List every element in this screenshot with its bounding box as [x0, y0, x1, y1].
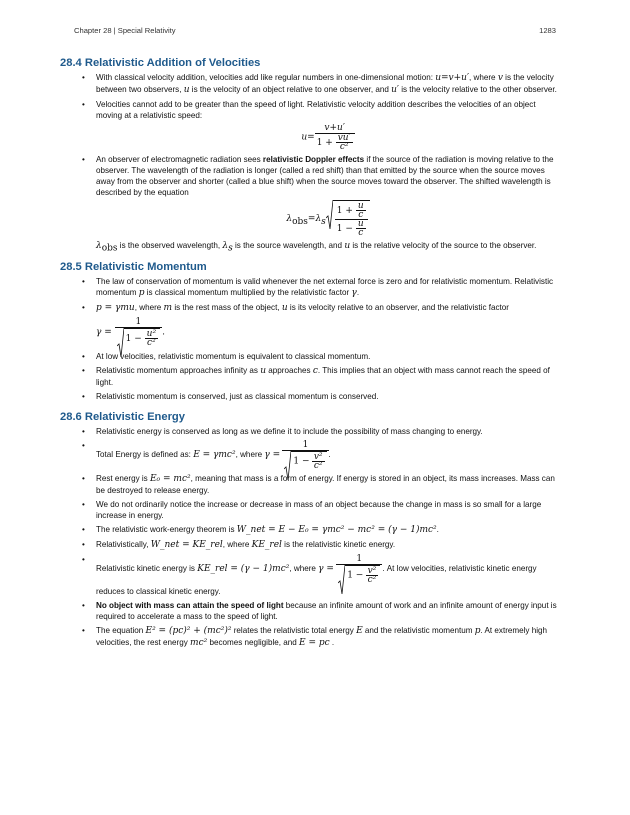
inner-numerator: v²	[313, 452, 323, 462]
inner-denominator: c²	[339, 142, 349, 152]
page-number: 1283	[539, 26, 556, 35]
list-item	[60, 499, 560, 521]
text: reduces to classical kinetic energy.	[96, 587, 221, 596]
eq: =λ	[307, 214, 322, 224]
sqrt	[117, 328, 160, 347]
denominator	[115, 328, 162, 347]
text: Rest energy is	[96, 474, 148, 483]
inner-fraction	[356, 220, 366, 237]
fraction	[336, 554, 382, 584]
text: . At low velocities, relativistic kinetic energy	[382, 564, 537, 574]
list-item	[60, 72, 560, 96]
text: . At extremely high velocities, the rest energy	[96, 626, 548, 647]
ke-symbol: KE_rel	[251, 540, 282, 550]
text: and the relativistic momentum	[364, 626, 473, 635]
text: is the relativistic kinetic energy.	[284, 540, 396, 549]
inner-numerator: vu′	[337, 133, 351, 143]
symbol-p: p	[138, 288, 145, 298]
den-text: 1 +	[316, 138, 333, 148]
page-header	[74, 26, 556, 38]
radicand	[124, 328, 160, 347]
radicand	[333, 200, 370, 237]
text: is the observed wavelength,	[119, 241, 221, 250]
text: is its velocity relative to an observer, and the relativistic factor	[289, 303, 509, 312]
symbol-m: m	[163, 303, 173, 313]
list-item	[60, 554, 560, 597]
radical-icon	[326, 200, 333, 230]
u: u	[357, 219, 364, 229]
numerator: v+u′	[315, 123, 355, 134]
numerator: 1	[115, 317, 162, 328]
text: is the relative velocity of the source to the observer.	[352, 241, 537, 250]
text: The equation	[96, 626, 144, 635]
list-item	[60, 600, 560, 622]
c: c	[358, 228, 364, 238]
text: .	[162, 327, 165, 338]
text: At low velocities, relativistic momentum is equivalent to classical momentum.	[96, 352, 371, 361]
sqrt	[326, 200, 370, 237]
list-item	[60, 351, 560, 362]
sub: s	[321, 216, 326, 227]
velocity-addition-equation	[96, 123, 560, 151]
text: , where	[289, 564, 316, 574]
radical-icon	[338, 565, 345, 595]
symbol-u: u	[281, 303, 288, 313]
text: is the velocity of an object relative to one observer, and	[191, 85, 389, 94]
inner-fraction	[356, 202, 366, 219]
text: is the rest mass of the object,	[174, 303, 280, 312]
section-28-5-list	[60, 276, 560, 314]
formula: u=v+u′	[435, 73, 470, 83]
text: is the source wavelength, and	[234, 241, 343, 250]
text: approaches	[268, 366, 311, 375]
text: Total Energy is defined as:	[96, 450, 191, 460]
list-item	[60, 391, 560, 402]
lambda: λ	[222, 241, 229, 251]
page-content	[60, 56, 560, 652]
radicand-text: 1 −	[293, 456, 310, 467]
chapter-title: Chapter 28 | Special Relativity	[74, 26, 176, 35]
text: An observer of electromagnetic radiation sees	[96, 155, 263, 164]
text: We do not ordinarily notice the increase or decrease in mass of an object because the change in mass is so small for a large increase in energy.	[96, 500, 542, 520]
text: because an infinite amount of work and an infinite amount of energy input is required to accelerate a mass to the speed of light.	[96, 601, 557, 621]
inner-denominator: c²	[367, 575, 377, 585]
text: relates the relativistic total energy	[233, 626, 354, 635]
gamma-lhs: γ =	[318, 564, 334, 575]
section-28-6-list	[60, 426, 560, 649]
doppler-explanation	[60, 240, 560, 252]
text: , where	[134, 303, 162, 312]
list-item	[60, 426, 560, 437]
rest-energy-formula: E₀ = mc²	[149, 474, 191, 484]
radicand	[291, 451, 326, 470]
radicand-text: 1 −	[125, 334, 142, 344]
text: With classical velocity addition, velocities add like regular numbers in one-dimensional motion:	[96, 73, 433, 82]
u: u	[357, 201, 364, 211]
text: Relativistic kinetic energy is	[96, 564, 195, 574]
text: , where	[235, 450, 263, 460]
inner-fraction	[145, 330, 158, 347]
text: Relativistically,	[96, 540, 149, 549]
section-28-4-list	[60, 72, 560, 237]
text: .	[436, 525, 439, 534]
numerator: 1	[282, 440, 328, 451]
radicand	[345, 565, 380, 584]
section-title-28-6: 28.6 Relativistic Energy	[60, 411, 185, 423]
text: Relativistic momentum is conserved, just as classical momentum is conserved.	[96, 392, 379, 401]
numerator	[335, 202, 368, 220]
radicand-text: 1 −	[347, 570, 364, 581]
symbol-gamma: γ	[351, 288, 357, 298]
lambda: λ	[286, 214, 293, 224]
text: , where	[469, 73, 496, 82]
list-item	[60, 625, 560, 649]
symbol-E: E	[356, 626, 363, 636]
symbol-v: v	[497, 73, 503, 83]
fraction	[315, 123, 355, 151]
fraction	[282, 440, 328, 470]
text: if the source of the radiation is moving relative to the observer. The wavelength of the radiation is longer (called a red shift) than that emitted by the source when the source moves away from the observer and shorter (called a blue shift) when the source moves toward the observer. The shifted wavelength is described by the equation	[96, 155, 554, 197]
work-ke-formula: W_net = KE_rel	[150, 540, 223, 550]
list-item	[60, 154, 560, 237]
work-energy-formula: W_net = E − E₀ = γmc² − mc² = (γ − 1)mc²	[236, 525, 437, 535]
symbol-u: u	[183, 85, 190, 95]
text: , meaning that mass is a form of energy. If energy is stored in an object, its mass increases. Mass can be destroyed to release energy.	[96, 474, 555, 495]
text: The relativistic work-energy theorem is	[96, 525, 235, 534]
fraction	[335, 202, 368, 237]
list-item	[60, 99, 560, 151]
numerator: 1	[336, 554, 382, 565]
formula-e-pc: E = pc	[299, 638, 330, 648]
denominator	[335, 220, 368, 237]
text: .	[331, 638, 335, 647]
denominator	[282, 451, 328, 470]
text: Relativistic momentum approaches infinity as	[96, 366, 258, 375]
list-item	[60, 276, 560, 299]
text: , where	[222, 540, 250, 549]
text: .	[356, 288, 360, 297]
text: The law of conservation of momentum is valid whenever the net external force is zero and for relativistic momentum. Relativistic momentum	[96, 277, 554, 297]
doppler-equation	[96, 200, 560, 237]
sub: obs	[101, 243, 118, 254]
denominator	[315, 134, 355, 151]
sqrt	[284, 451, 326, 470]
list-item	[60, 302, 560, 314]
section-title-28-4: 28.4 Relativistic Addition of Velocities	[60, 57, 261, 69]
inner-fraction	[366, 567, 379, 584]
c: c	[358, 210, 364, 220]
bold-term: No object with mass can attain the speed of light	[96, 601, 284, 610]
symbol-u-prime: u′	[391, 85, 399, 95]
gamma-lhs: γ =	[264, 450, 281, 461]
text: Relativistic energy is conserved as long as we define it to include the possibility of mass changing to energy.	[96, 427, 483, 436]
symbol-mc2: mc²	[190, 638, 208, 648]
text: . This implies that an object with mass cannot reach the speed of light.	[96, 366, 550, 387]
den-text: 1 −	[336, 224, 353, 234]
total-energy-formula: E = γmc²	[193, 450, 236, 461]
inner-denominator: c²	[147, 338, 156, 348]
inner-fraction	[336, 134, 353, 151]
text: is the velocity between two observers,	[96, 73, 554, 94]
bold-term: relativistic Doppler effects	[262, 155, 365, 164]
inner-fraction	[312, 453, 325, 470]
text: becomes negligible, and	[209, 638, 297, 647]
list-item	[60, 440, 560, 470]
momentum-formula: p = γmu	[96, 303, 135, 313]
eq-lhs: u=	[301, 132, 315, 143]
list-item	[60, 365, 560, 388]
num-text: 1 +	[336, 206, 353, 216]
list-item	[60, 473, 560, 496]
kinetic-energy-formula: KE_rel = (γ − 1)mc²	[197, 564, 290, 575]
section-28-5-list-cont	[60, 351, 560, 402]
text: .	[328, 450, 331, 460]
energy-momentum-formula: E² = (pc)² + (mc²)²	[145, 626, 232, 636]
denominator	[336, 565, 382, 584]
text: Velocities cannot add to be greater than the speed of light. Relativistic velocity addition describes the velocities of an object moving at a relativistic speed:	[96, 100, 536, 120]
text: is the velocity relative to the other observer.	[401, 85, 557, 94]
list-item	[60, 539, 560, 551]
inner-numerator: v²	[367, 566, 377, 576]
sqrt	[338, 565, 380, 584]
gamma-equation	[60, 317, 560, 347]
symbol-c: c	[312, 366, 318, 376]
fraction	[115, 317, 162, 347]
list-item	[60, 524, 560, 536]
gamma-lhs: γ =	[96, 327, 112, 338]
lambda: λ	[96, 241, 102, 251]
symbol-p: p	[474, 626, 481, 636]
text: is classical momentum multiplied by the relativistic factor	[146, 288, 350, 297]
section-title-28-5: 28.5 Relativistic Momentum	[60, 261, 207, 273]
inner-denominator: c²	[313, 461, 323, 471]
sub: obs	[292, 216, 308, 227]
symbol-u: u	[344, 241, 351, 251]
symbol-u: u	[260, 366, 266, 376]
sub: s	[228, 243, 233, 254]
inner-numerator: u²	[146, 329, 157, 339]
